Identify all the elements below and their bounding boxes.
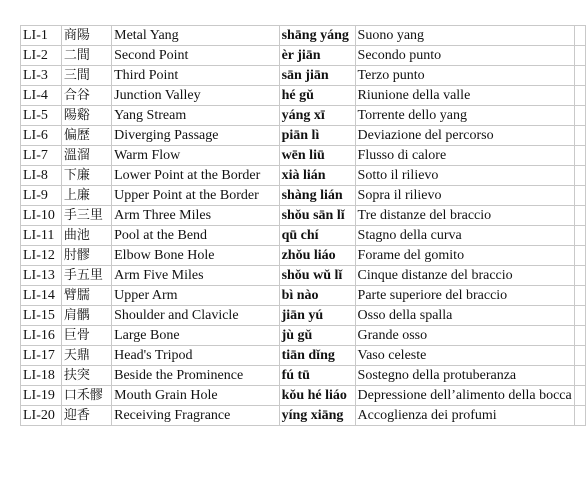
chinese-name-cell: 臂臑 bbox=[61, 286, 111, 306]
chinese-name-cell: 口禾髎 bbox=[61, 386, 111, 406]
point-code-cell: LI-16 bbox=[21, 326, 62, 346]
empty-cell bbox=[574, 226, 585, 246]
pinyin-cell: shāng yáng bbox=[279, 26, 355, 46]
empty-cell bbox=[574, 46, 585, 66]
point-code-cell: LI-1 bbox=[21, 26, 62, 46]
point-code-cell: LI-14 bbox=[21, 286, 62, 306]
italian-name-cell: Terzo punto bbox=[355, 66, 574, 86]
chinese-name-cell: 迎香 bbox=[61, 406, 111, 426]
acupoints-table bbox=[20, 25, 586, 426]
table-row bbox=[21, 386, 586, 406]
english-name-cell: Junction Valley bbox=[112, 86, 279, 106]
point-code-cell: LI-2 bbox=[21, 46, 62, 66]
empty-cell bbox=[574, 266, 585, 286]
table-row bbox=[21, 26, 586, 46]
empty-cell bbox=[574, 206, 585, 226]
english-name-cell: Upper Point at the Border bbox=[112, 186, 279, 206]
empty-cell bbox=[574, 306, 585, 326]
table-row bbox=[21, 286, 586, 306]
empty-cell bbox=[574, 146, 585, 166]
table-row bbox=[21, 306, 586, 326]
table-row bbox=[21, 266, 586, 286]
italian-name-cell: Osso della spalla bbox=[355, 306, 574, 326]
chinese-name-cell: 手三里 bbox=[61, 206, 111, 226]
pinyin-cell: xià lián bbox=[279, 166, 355, 186]
italian-name-cell: Secondo punto bbox=[355, 46, 574, 66]
empty-cell bbox=[574, 406, 585, 426]
chinese-name-cell: 商陽 bbox=[61, 26, 111, 46]
italian-name-cell: Riunione della valle bbox=[355, 86, 574, 106]
empty-cell bbox=[574, 86, 585, 106]
italian-name-cell: Suono yang bbox=[355, 26, 574, 46]
english-name-cell: Shoulder and Clavicle bbox=[112, 306, 279, 326]
italian-name-cell: Cinque distanze del braccio bbox=[355, 266, 574, 286]
pinyin-cell: bì nào bbox=[279, 286, 355, 306]
chinese-name-cell: 三間 bbox=[61, 66, 111, 86]
pinyin-cell: shàng lián bbox=[279, 186, 355, 206]
chinese-name-cell: 扶突 bbox=[61, 366, 111, 386]
table-row bbox=[21, 246, 586, 266]
english-name-cell: Second Point bbox=[112, 46, 279, 66]
empty-cell bbox=[574, 346, 585, 366]
empty-cell bbox=[574, 326, 585, 346]
pinyin-cell: jiān yú bbox=[279, 306, 355, 326]
chinese-name-cell: 合谷 bbox=[61, 86, 111, 106]
table-row bbox=[21, 226, 586, 246]
italian-name-cell: Flusso di calore bbox=[355, 146, 574, 166]
table-row bbox=[21, 106, 586, 126]
english-name-cell: Third Point bbox=[112, 66, 279, 86]
english-name-cell: Arm Five Miles bbox=[112, 266, 279, 286]
italian-name-cell: Vaso celeste bbox=[355, 346, 574, 366]
italian-name-cell: Depressione dell’alimento della bocca bbox=[355, 386, 574, 406]
table-row bbox=[21, 406, 586, 426]
table-row bbox=[21, 206, 586, 226]
english-name-cell: Mouth Grain Hole bbox=[112, 386, 279, 406]
table-row bbox=[21, 366, 586, 386]
pinyin-cell: shǒu sān lǐ bbox=[279, 206, 355, 226]
english-name-cell: Lower Point at the Border bbox=[112, 166, 279, 186]
empty-cell bbox=[574, 366, 585, 386]
pinyin-cell: shǒu wǔ lǐ bbox=[279, 266, 355, 286]
chinese-name-cell: 肩髃 bbox=[61, 306, 111, 326]
chinese-name-cell: 陽谿 bbox=[61, 106, 111, 126]
table-row bbox=[21, 46, 586, 66]
empty-cell bbox=[574, 386, 585, 406]
empty-cell bbox=[574, 186, 585, 206]
empty-cell bbox=[574, 246, 585, 266]
chinese-name-cell: 巨骨 bbox=[61, 326, 111, 346]
point-code-cell: LI-3 bbox=[21, 66, 62, 86]
italian-name-cell: Stagno della curva bbox=[355, 226, 574, 246]
point-code-cell: LI-15 bbox=[21, 306, 62, 326]
english-name-cell: Head's Tripod bbox=[112, 346, 279, 366]
pinyin-cell: jù gǔ bbox=[279, 326, 355, 346]
pinyin-cell: èr jiān bbox=[279, 46, 355, 66]
english-name-cell: Warm Flow bbox=[112, 146, 279, 166]
table-row bbox=[21, 126, 586, 146]
chinese-name-cell: 上廉 bbox=[61, 186, 111, 206]
english-name-cell: Pool at the Bend bbox=[112, 226, 279, 246]
table-row bbox=[21, 346, 586, 366]
table-row bbox=[21, 166, 586, 186]
english-name-cell: Elbow Bone Hole bbox=[112, 246, 279, 266]
pinyin-cell: tiān dǐng bbox=[279, 346, 355, 366]
point-code-cell: LI-7 bbox=[21, 146, 62, 166]
table-row bbox=[21, 66, 586, 86]
english-name-cell: Upper Arm bbox=[112, 286, 279, 306]
pinyin-cell: yíng xiāng bbox=[279, 406, 355, 426]
empty-cell bbox=[574, 126, 585, 146]
italian-name-cell: Accoglienza dei profumi bbox=[355, 406, 574, 426]
english-name-cell: Large Bone bbox=[112, 326, 279, 346]
chinese-name-cell: 偏歷 bbox=[61, 126, 111, 146]
point-code-cell: LI-11 bbox=[21, 226, 62, 246]
point-code-cell: LI-17 bbox=[21, 346, 62, 366]
empty-cell bbox=[574, 66, 585, 86]
table-row bbox=[21, 146, 586, 166]
italian-name-cell: Grande osso bbox=[355, 326, 574, 346]
empty-cell bbox=[574, 166, 585, 186]
italian-name-cell: Sostegno della protuberanza bbox=[355, 366, 574, 386]
empty-cell bbox=[574, 286, 585, 306]
chinese-name-cell: 下廉 bbox=[61, 166, 111, 186]
chinese-name-cell: 肘髎 bbox=[61, 246, 111, 266]
english-name-cell: Yang Stream bbox=[112, 106, 279, 126]
point-code-cell: LI-13 bbox=[21, 266, 62, 286]
pinyin-cell: kǒu hé liáo bbox=[279, 386, 355, 406]
empty-cell bbox=[574, 106, 585, 126]
italian-name-cell: Parte superiore del braccio bbox=[355, 286, 574, 306]
pinyin-cell: qū chí bbox=[279, 226, 355, 246]
italian-name-cell: Sotto il rilievo bbox=[355, 166, 574, 186]
english-name-cell: Beside the Prominence bbox=[112, 366, 279, 386]
italian-name-cell: Sopra il rilievo bbox=[355, 186, 574, 206]
chinese-name-cell: 手五里 bbox=[61, 266, 111, 286]
table-row bbox=[21, 186, 586, 206]
pinyin-cell: sān jiān bbox=[279, 66, 355, 86]
point-code-cell: LI-5 bbox=[21, 106, 62, 126]
pinyin-cell: yáng xī bbox=[279, 106, 355, 126]
point-code-cell: LI-18 bbox=[21, 366, 62, 386]
pinyin-cell: hé gǔ bbox=[279, 86, 355, 106]
english-name-cell: Metal Yang bbox=[112, 26, 279, 46]
pinyin-cell: wēn liū bbox=[279, 146, 355, 166]
italian-name-cell: Deviazione del percorso bbox=[355, 126, 574, 146]
point-code-cell: LI-20 bbox=[21, 406, 62, 426]
point-code-cell: LI-8 bbox=[21, 166, 62, 186]
italian-name-cell: Tre distanze del braccio bbox=[355, 206, 574, 226]
point-code-cell: LI-9 bbox=[21, 186, 62, 206]
table-row bbox=[21, 86, 586, 106]
chinese-name-cell: 曲池 bbox=[61, 226, 111, 246]
table-row bbox=[21, 326, 586, 346]
italian-name-cell: Forame del gomito bbox=[355, 246, 574, 266]
chinese-name-cell: 二間 bbox=[61, 46, 111, 66]
chinese-name-cell: 天鼎 bbox=[61, 346, 111, 366]
english-name-cell: Diverging Passage bbox=[112, 126, 279, 146]
pinyin-cell: fú tū bbox=[279, 366, 355, 386]
pinyin-cell: zhǒu liáo bbox=[279, 246, 355, 266]
point-code-cell: LI-12 bbox=[21, 246, 62, 266]
english-name-cell: Receiving Fragrance bbox=[112, 406, 279, 426]
acupoints-table-body bbox=[21, 26, 586, 426]
point-code-cell: LI-19 bbox=[21, 386, 62, 406]
point-code-cell: LI-4 bbox=[21, 86, 62, 106]
point-code-cell: LI-10 bbox=[21, 206, 62, 226]
point-code-cell: LI-6 bbox=[21, 126, 62, 146]
english-name-cell: Arm Three Miles bbox=[112, 206, 279, 226]
empty-cell bbox=[574, 26, 585, 46]
chinese-name-cell: 溫溜 bbox=[61, 146, 111, 166]
pinyin-cell: piān lì bbox=[279, 126, 355, 146]
italian-name-cell: Torrente dello yang bbox=[355, 106, 574, 126]
